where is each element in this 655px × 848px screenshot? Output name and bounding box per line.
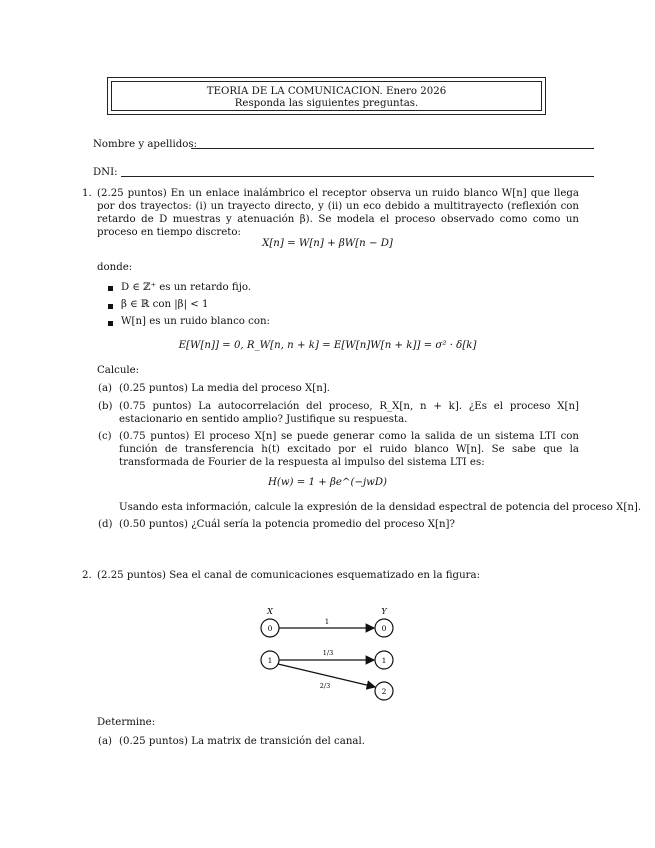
q1-part-c-label: (c) [98, 431, 112, 442]
output-node-1-label: 1 [381, 656, 387, 665]
q1-part-a-label: (a) [98, 383, 113, 394]
q1-intro: (2.25 puntos) En un enlace inalámbrico el receptor observa un ruido blanco W[n] que llega por dos trayectos: (i) un trayecto directo, y (ii) un eco debido a multitrayecto (reflexión con retardo de D muestras y atenuación β). Se modela el proceso observado como como un proceso en tiempo discreto: [97, 188, 579, 238]
q1-model-equation: X[n] = W[n] + βW[n − D] [262, 238, 393, 249]
q2-intro: (2.25 puntos) Sea el canal de comunicaciones esquematizado en la figura: [97, 570, 481, 581]
q1-bullet-2: β ∈ ℝ con |β| < 1 [121, 299, 209, 310]
q1-bullet-1: D ∈ ℤ⁺ es un retardo fijo. [121, 282, 252, 293]
q1-part-b-text: (0.75 puntos) La autocorrelación del proceso, R_X[n, n + k]. ¿Es el proceso X[n] estacionario en sentido amplio? Justifique su respuesta. [119, 401, 579, 425]
q1-bullet-3: W[n] es un ruido blanco con: [121, 316, 270, 327]
q2-part-a-label: (a) [98, 736, 113, 747]
edge-1-2-prob: 2/3 [319, 682, 331, 690]
edge-0-0-prob: 1 [324, 618, 330, 626]
input-node-1-label: 1 [267, 656, 273, 665]
q1-noise-equation: E[W[n]] = 0, R_W[n, n + k] = E[W[n]W[n + k]] = σ² · δ[k] [178, 340, 477, 351]
input-node-0-label: 0 [267, 624, 273, 633]
output-node-2-label: 2 [381, 687, 387, 696]
q1-part-b-label: (b) [98, 401, 113, 412]
exam-subtitle: Responda las siguientes preguntas. [234, 98, 419, 109]
q1-part-d-text: (0.50 puntos) ¿Cuál sería la potencia promedio del proceso X[n]? [119, 519, 455, 530]
q1-donde: donde: [97, 262, 133, 273]
q1-number: 1. [82, 188, 92, 199]
q1-part-a-text: (0.25 puntos) La media del proceso X[n]. [119, 383, 330, 394]
dni-label: DNI: [93, 167, 118, 178]
q1-after-transfer: Usando esta información, calcule la expresión de la densidad espectral de potencia del proceso X[n]. [119, 502, 642, 513]
q1-calcule: Calcule: [97, 365, 140, 376]
edge-1-1-prob: 1/3 [322, 649, 334, 657]
q1-part-c-text: (0.75 puntos) El proceso X[n] se puede generar como la salida de un sistema LTI con función de transferencia h(t) excitado por el ruido blanco W[n]. Se sabe que la transformada de Fourier de la respuesta al impulso del sistema LTI es: [119, 431, 579, 468]
output-node-0-label: 0 [381, 624, 387, 633]
q2-number: 2. [82, 570, 92, 581]
exam-title: TEORIA DE LA COMUNICACION. Enero 2026 [206, 86, 447, 97]
q1-part-d-label: (d) [98, 519, 113, 530]
q1-transfer-equation: H(w) = 1 + βe^(−jwD) [267, 477, 388, 488]
q2-determine: Determine: [97, 717, 156, 728]
output-axis-label: Y [381, 607, 387, 616]
q2-part-a-text: (0.25 puntos) La matrix de transición del canal. [119, 736, 365, 747]
name-label: Nombre y apellidos: [93, 139, 198, 150]
input-axis-label: X [267, 607, 273, 616]
